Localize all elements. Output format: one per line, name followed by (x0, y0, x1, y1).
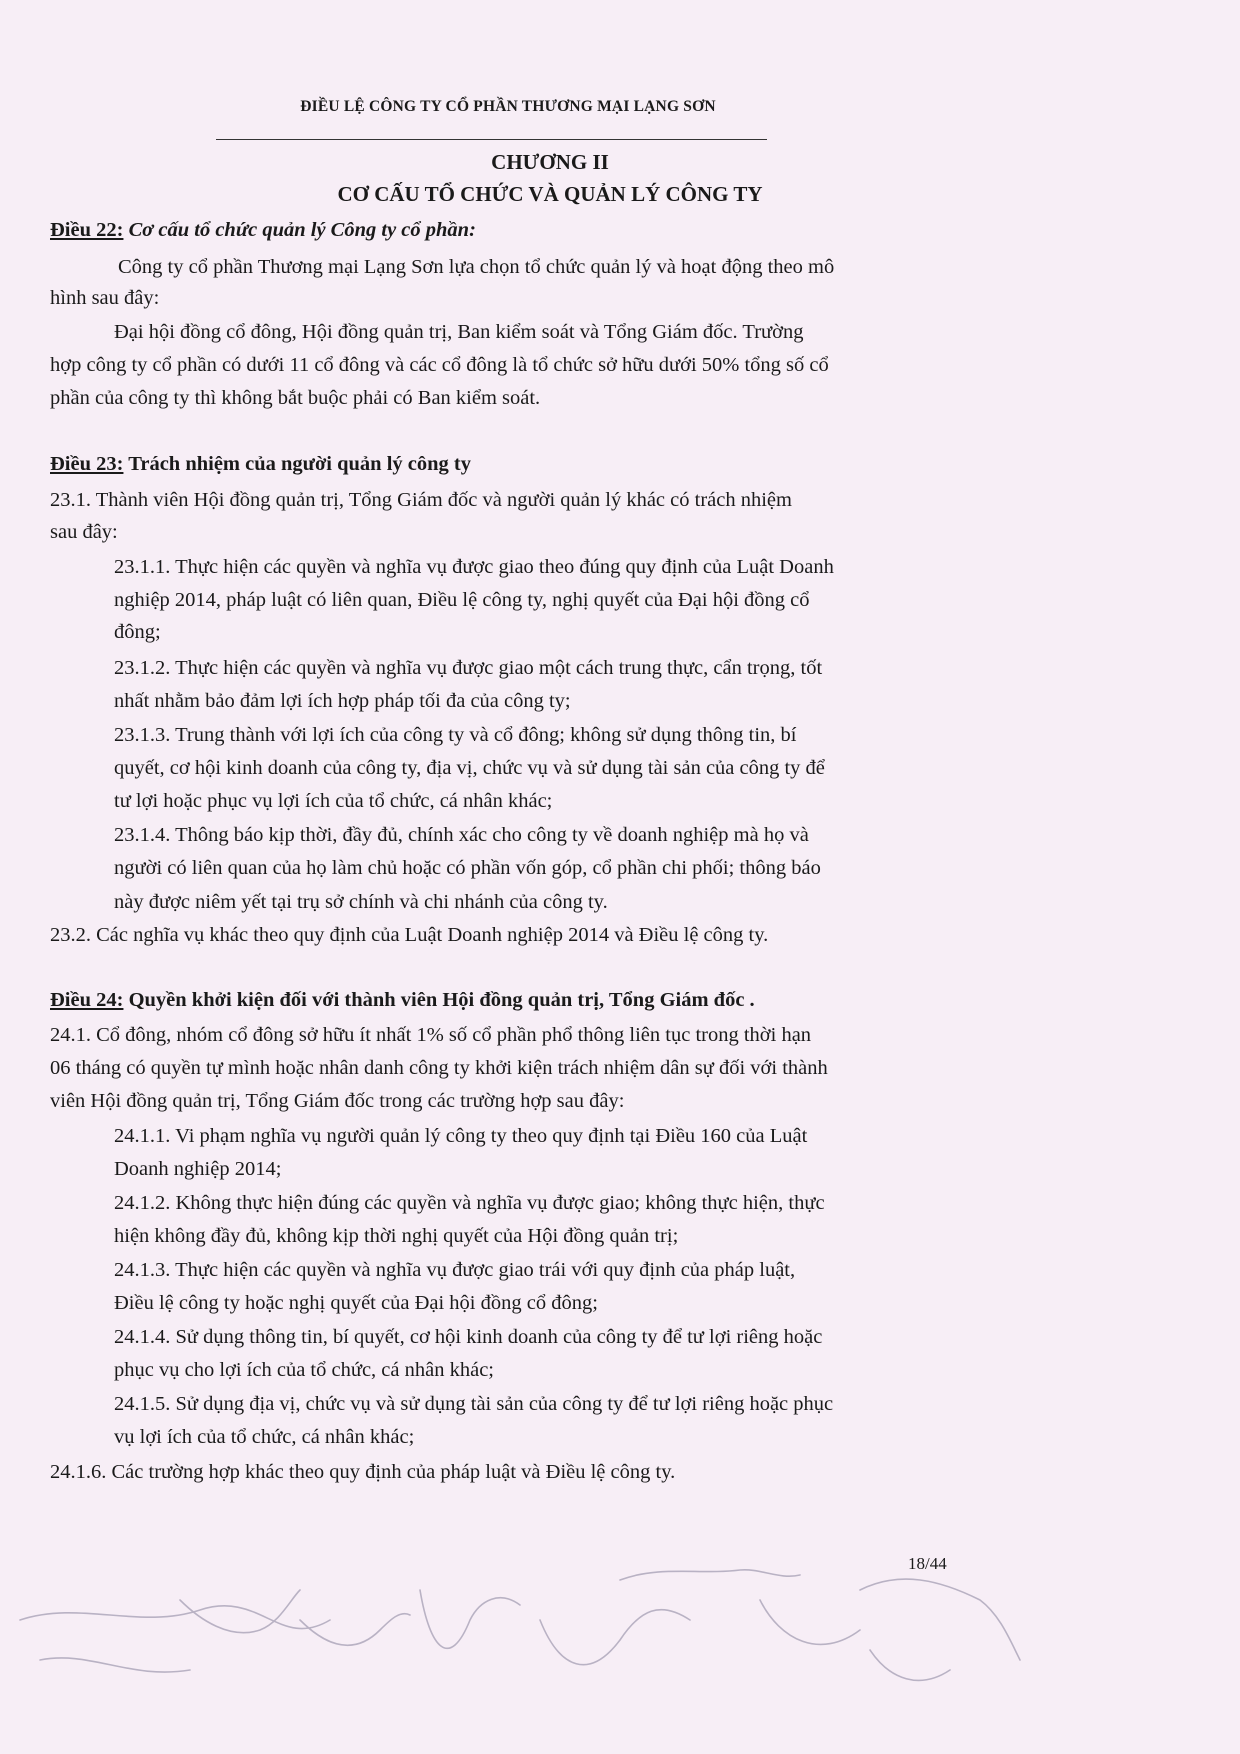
clause-24-1-2-line2: hiện không đầy đủ, không kịp thời nghị quyết của Hội đồng quản trị; (114, 1225, 679, 1247)
clause-24-1-2-line1: 24.1.2. Không thực hiện đúng các quyền và nghĩa vụ được giao; không thực hiện, thực (114, 1192, 825, 1214)
handwritten-signatures (0, 1560, 1240, 1754)
clause-23-1-1-line2: nghiệp 2014, pháp luật có liên quan, Điều lệ công ty, nghị quyết của Đại hội đồng cổ (114, 589, 810, 611)
clause-24-1-line3: viên Hội đồng quản trị, Tổng Giám đốc trong các trường hợp sau đây: (50, 1090, 625, 1112)
article-23-number: Điều 23: (50, 453, 124, 475)
chapter-title: CƠ CẤU TỔ CHỨC VÀ QUẢN LÝ CÔNG TY (337, 182, 763, 206)
page-number: 18/44 (908, 1554, 947, 1573)
clause-23-1-1-line1: 23.1.1. Thực hiện các quyền và nghĩa vụ được giao theo đúng quy định của Luật Doanh (114, 556, 834, 578)
article-24-heading (50, 988, 755, 1012)
article-23-heading (50, 452, 471, 476)
article-22-p1-line2: hình sau đây: (50, 287, 160, 309)
clause-23-1-3-line2: quyết, cơ hội kinh doanh của công ty, địa vị, chức vụ và sử dụng tài sản của công ty để (114, 757, 825, 779)
clause-24-1-4-line1: 24.1.4. Sử dụng thông tin, bí quyết, cơ hội kinh doanh của công ty để tư lợi riêng hoặc (114, 1326, 823, 1348)
clause-23-1-line2: sau đây: (50, 521, 118, 543)
clause-24-1-3-line2: Điều lệ công ty hoặc nghị quyết của Đại hội đồng cổ đông; (114, 1292, 598, 1314)
article-22-p2-line2: hợp công ty cổ phần có dưới 11 cổ đông và các cổ đông là tổ chức sở hữu dưới 50% tổng số cổ (50, 354, 829, 376)
clause-24-1-1-line2: Doanh nghiệp 2014; (114, 1158, 282, 1180)
article-22-p2-line1: Đại hội đồng cổ đông, Hội đồng quản trị, Ban kiểm soát và Tổng Giám đốc. Trường (114, 321, 804, 343)
clause-23-1-line1: 23.1. Thành viên Hội đồng quản trị, Tổng Giám đốc và người quản lý khác có trách nhiệm (50, 489, 792, 511)
clause-24-1-line2: 06 tháng có quyền tự mình hoặc nhân danh công ty khởi kiện trách nhiệm dân sự đối với thành (50, 1057, 828, 1079)
clause-24-1-6: 24.1.6. Các trường hợp khác theo quy định của pháp luật và Điều lệ công ty. (50, 1461, 676, 1483)
clause-23-1-3-line1: 23.1.3. Trung thành với lợi ích của công ty và cổ đông; không sử dụng thông tin, bí (114, 724, 797, 746)
article-24-title: Quyền khởi kiện đối với thành viên Hội đồng quản trị, Tổng Giám đốc . (123, 989, 755, 1011)
clause-24-1-1-line1: 24.1.1. Vi phạm nghĩa vụ người quản lý công ty theo quy định tại Điều 160 của Luật (114, 1125, 808, 1147)
article-22-title: Cơ cấu tổ chức quản lý Công ty cổ phần: (123, 219, 476, 241)
article-24-number: Điều 24: (50, 989, 124, 1011)
document-header: ĐIỀU LỆ CÔNG TY CỔ PHẦN THƯƠNG MẠI LẠNG SƠN (300, 98, 716, 115)
clause-24-1-5-line1: 24.1.5. Sử dụng địa vị, chức vụ và sử dụng tài sản của công ty để tư lợi riêng hoặc phục (114, 1393, 834, 1415)
clause-24-1-5-line2: vụ lợi ích của tổ chức, cá nhân khác; (114, 1426, 415, 1448)
clause-24-1-line1: 24.1. Cổ đông, nhóm cổ đông sở hữu ít nhất 1% số cổ phần phổ thông liên tục trong thời hạn (50, 1024, 812, 1046)
article-22-number: Điều 22: (50, 219, 124, 241)
clause-23-1-4-line3: này được niêm yết tại trụ sở chính và chi nhánh của công ty. (114, 891, 608, 913)
clause-23-2: 23.2. Các nghĩa vụ khác theo quy định của Luật Doanh nghiệp 2014 và Điều lệ công ty. (50, 924, 769, 946)
clause-24-1-3-line1: 24.1.3. Thực hiện các quyền và nghĩa vụ được giao trái với quy định của pháp luật, (114, 1259, 796, 1281)
header-divider (216, 139, 767, 140)
article-23-title: Trách nhiệm của người quản lý công ty (123, 453, 471, 475)
clause-23-1-3-line3: tư lợi hoặc phục vụ lợi ích của tổ chức, cá nhân khác; (114, 790, 553, 812)
article-22-heading (50, 218, 476, 242)
clause-23-1-2-line1: 23.1.2. Thực hiện các quyền và nghĩa vụ được giao một cách trung thực, cẩn trọng, tốt (114, 657, 823, 679)
clause-23-1-2-line2: nhất nhằm bảo đảm lợi ích hợp pháp tối đa của công ty; (114, 690, 571, 712)
article-22-p2-line3: phần của công ty thì không bắt buộc phải có Ban kiểm soát. (50, 387, 541, 409)
clause-24-1-4-line2: phục vụ cho lợi ích của tổ chức, cá nhân khác; (114, 1359, 494, 1381)
clause-23-1-4-line2: người có liên quan của họ làm chủ hoặc có phần vốn góp, cổ phần chi phối; thông báo (114, 857, 821, 879)
clause-23-1-1-line3: đông; (114, 621, 161, 643)
clause-23-1-4-line1: 23.1.4. Thông báo kịp thời, đầy đủ, chính xác cho công ty về doanh nghiệp mà họ và (114, 824, 809, 846)
article-22-p1-line1: Công ty cổ phần Thương mại Lạng Sơn lựa chọn tổ chức quản lý và hoạt động theo mô (118, 256, 835, 278)
chapter-number: CHƯƠNG II (491, 150, 609, 174)
